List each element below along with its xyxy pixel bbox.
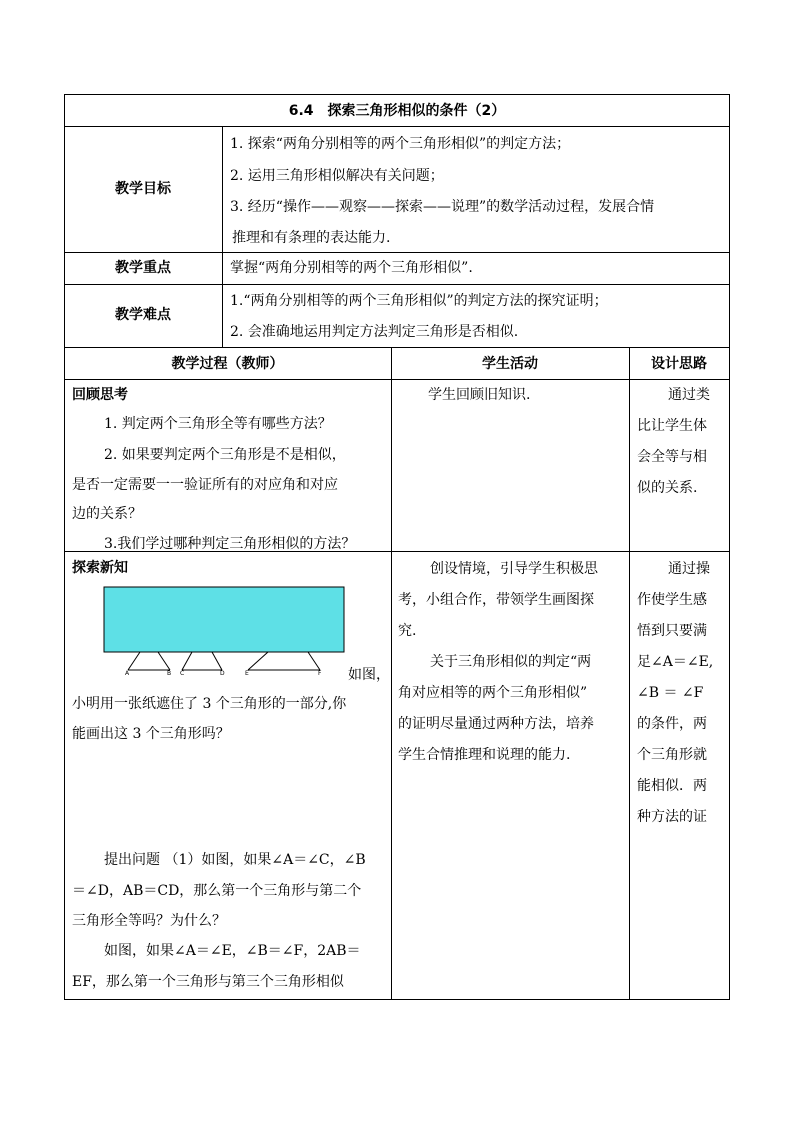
question1-line: ＝∠D，AB＝CD，那么第一个三角形与第二个 bbox=[72, 883, 362, 899]
explore-student-line: 角对应相等的两个三角形相似” bbox=[398, 685, 588, 701]
key-point-label: 教学重点 bbox=[115, 260, 171, 276]
vertex-label: B bbox=[167, 670, 172, 676]
triangle3-left-side bbox=[248, 652, 268, 670]
explore-design-line: 悟到只要满 bbox=[637, 623, 707, 639]
explore-design-line: 通过操 bbox=[668, 561, 710, 577]
figure-caption: 如图， bbox=[348, 667, 390, 683]
explore-design-line: 种方法的证 bbox=[637, 809, 707, 825]
review-design-line: 似的关系. bbox=[637, 480, 698, 496]
explore-student-line: 关于三角形相似的判定“两 bbox=[430, 654, 592, 670]
vertex-label: C bbox=[180, 670, 185, 676]
goals-label: 教学目标 bbox=[115, 181, 171, 197]
table-rule bbox=[64, 252, 730, 253]
explore-design-line: 作使学生感 bbox=[637, 592, 707, 608]
explore-design-line: 个三角形就 bbox=[637, 747, 707, 763]
table-rule bbox=[64, 379, 730, 380]
explore-design-line: 能相似．两 bbox=[637, 778, 707, 794]
explore-design-line: ∠B ＝ ∠F bbox=[637, 685, 704, 701]
table-border-bottom bbox=[64, 999, 730, 1000]
review-design-line: 比让学生体 bbox=[637, 418, 707, 434]
difficulty-label: 教学难点 bbox=[115, 307, 171, 323]
table-rule bbox=[391, 347, 392, 1000]
figure-caption: 小明用一张纸遮住了 3 个三角形的一部分,你 bbox=[72, 696, 347, 712]
explore-student-line: 学生合情推理和说理的能力. bbox=[398, 747, 571, 763]
triangle3-right-side bbox=[308, 652, 320, 670]
header-design: 设计思路 bbox=[651, 356, 707, 372]
table-border-top bbox=[64, 94, 730, 95]
difficulty-item: 2. 会准确地运用判定方法判定三角形是否相似. bbox=[230, 324, 519, 340]
explore-heading: 探索新知 bbox=[72, 560, 128, 576]
figure-caption: 能画出这 3 个三角形吗？ bbox=[72, 726, 230, 742]
header-process: 教学过程（教师） bbox=[171, 356, 284, 372]
review-line: 2. 如果要判定两个三角形是不是相似， bbox=[104, 447, 346, 463]
review-design-line: 通过类 bbox=[668, 387, 710, 403]
table-rule bbox=[64, 284, 730, 285]
question1-line: 提出问题 （1）如图，如果∠A＝∠C，∠B bbox=[104, 852, 366, 868]
table-rule bbox=[222, 126, 223, 348]
review-line: 1. 判定两个三角形全等有哪些方法？ bbox=[104, 416, 332, 432]
explore-design-line: 足∠A＝∠E, bbox=[637, 654, 714, 670]
review-design-line: 会全等与相 bbox=[637, 449, 707, 465]
triangle2-right-side bbox=[212, 652, 222, 670]
explore-student-line: 的证明尽量通过两种方法，培养 bbox=[398, 716, 594, 732]
question2-line: EF，那么第一个三角形与第三个三角形相似 bbox=[72, 974, 344, 990]
explore-student-line: 考，小组合作，带领学生画图探 bbox=[398, 592, 594, 608]
explore-student-line: 究. bbox=[398, 623, 417, 639]
table-rule bbox=[64, 126, 730, 127]
table-rule bbox=[64, 347, 730, 348]
goal-item: 3. 经历“操作——观察——探索——说理”的数学活动过程，发展合情 bbox=[230, 199, 655, 215]
goal-item: 推理和有条理的表达能力. bbox=[232, 230, 391, 246]
review-heading: 回顾思考 bbox=[72, 387, 128, 403]
table-border-right bbox=[729, 94, 730, 1000]
paper-cover bbox=[104, 587, 344, 652]
difficulty-item: 1.“两角分别相等的两个三角形相似”的判定方法的探究证明； bbox=[230, 293, 608, 309]
question2-line: 如图，如果∠A＝∠E，∠B＝∠F，2AB＝ bbox=[104, 943, 361, 959]
triangle1-right-side bbox=[158, 652, 170, 670]
explore-design-line: 的条件，两 bbox=[637, 716, 707, 732]
covered-triangles-figure bbox=[100, 584, 352, 676]
goal-item: 2. 运用三角形相似解决有关问题； bbox=[230, 168, 444, 184]
triangle2-left-side bbox=[182, 652, 192, 670]
question1-line: 三角形全等吗？为什么？ bbox=[72, 913, 226, 929]
review-line: 3.我们学过哪种判定三角形相似的方法？ bbox=[104, 536, 356, 552]
key-point-text: 掌握“两角分别相等的两个三角形相似”. bbox=[230, 260, 473, 276]
vertex-label: D bbox=[220, 670, 225, 676]
header-student: 学生活动 bbox=[482, 356, 538, 372]
triangle1-left-side bbox=[128, 652, 140, 670]
review-line: 边的关系？ bbox=[72, 506, 142, 522]
review-student: 学生回顾旧知识. bbox=[428, 387, 531, 403]
vertex-label: A bbox=[125, 670, 130, 676]
goal-item: 1. 探索“两角分别相等的两个三角形相似”的判定方法； bbox=[230, 136, 571, 152]
vertex-label: E bbox=[245, 670, 249, 676]
table-rule bbox=[629, 347, 630, 1000]
table-border-left bbox=[64, 94, 65, 1000]
explore-student-line: 创设情境，引导学生积极思 bbox=[430, 561, 598, 577]
page-title: 6.4 探索三角形相似的条件（2） bbox=[288, 103, 506, 119]
review-line: 是否一定需要一一验证所有的对应角和对应 bbox=[72, 477, 338, 493]
vertex-label: F bbox=[318, 670, 322, 676]
